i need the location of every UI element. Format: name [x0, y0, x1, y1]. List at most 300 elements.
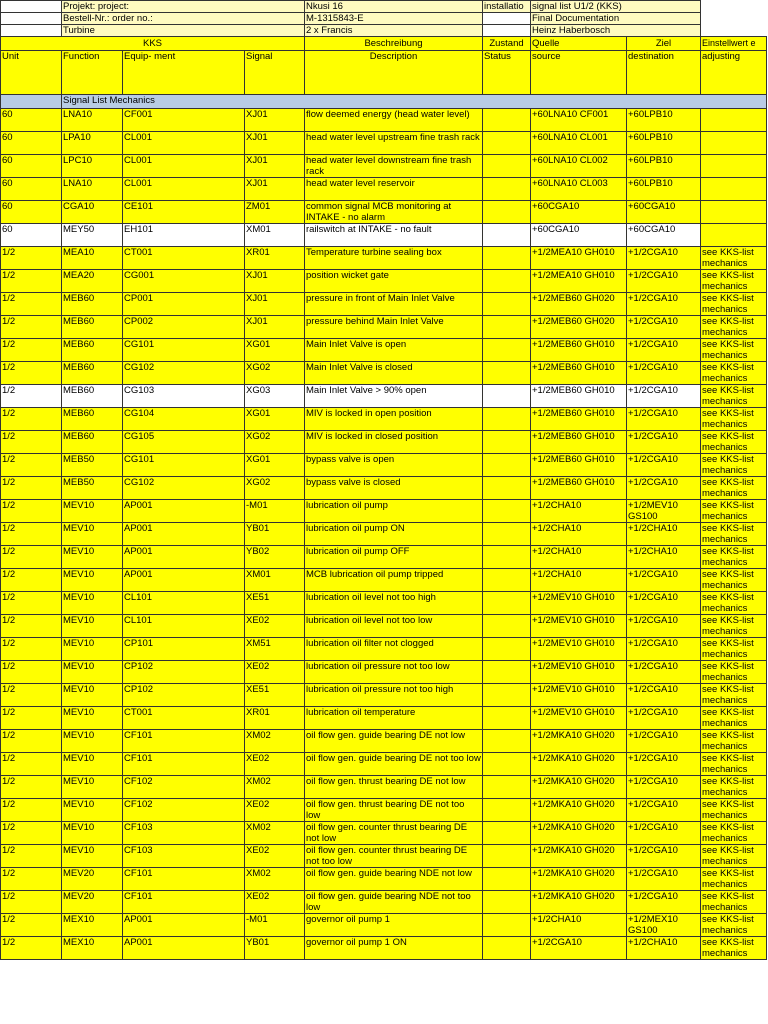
status-cell: [483, 431, 531, 454]
source-cell: +1/2MEV10 GH010: [531, 684, 627, 707]
adjusting-cell: see KKS-list mechanics: [701, 247, 767, 270]
adjusting-cell: see KKS-list mechanics: [701, 638, 767, 661]
equipment-cell: CF101: [123, 868, 245, 891]
status-cell: [483, 385, 531, 408]
description-cell: governor oil pump 1 ON: [305, 937, 483, 960]
equipment-cell: AP001: [123, 914, 245, 937]
signal-cell: XE02: [245, 845, 305, 868]
adjusting-header: adjusting: [701, 51, 767, 95]
function-cell: MEV10: [62, 684, 123, 707]
table-row: [1, 868, 767, 891]
description-cell: lubrication oil pump ON: [305, 523, 483, 546]
signal-cell: XJ01: [245, 293, 305, 316]
status-cell: [483, 707, 531, 730]
equipment-cell: CF103: [123, 822, 245, 845]
description-cell: lubrication oil pump OFF: [305, 546, 483, 569]
unit-cell: 60: [1, 178, 62, 201]
description-cell: MIV is locked in closed position: [305, 431, 483, 454]
signal-cell: XJ01: [245, 316, 305, 339]
signal-cell: ZM01: [245, 201, 305, 224]
description-cell: oil flow gen. guide bearing NDE not too low: [305, 891, 483, 914]
signal-cell: XE02: [245, 753, 305, 776]
status-cell: [483, 638, 531, 661]
install-value: signal list U1/2 (KKS): [531, 1, 701, 13]
description-cell: position wicket gate: [305, 270, 483, 293]
unit-cell: 1/2: [1, 500, 62, 523]
equipment-cell: CL101: [123, 615, 245, 638]
turbine-value: 2 x Francis: [305, 25, 483, 37]
unit-cell: 1/2: [1, 822, 62, 845]
source-cell: +1/2MKA10 GH020: [531, 776, 627, 799]
signal-cell: YB02: [245, 546, 305, 569]
function-cell: MEV10: [62, 707, 123, 730]
signal-cell: XJ01: [245, 155, 305, 178]
description-header: Description: [305, 51, 483, 95]
source-cell: +1/2MEB60 GH010: [531, 408, 627, 431]
adjusting-cell: see KKS-list mechanics: [701, 914, 767, 937]
description-cell: MIV is locked in open position: [305, 408, 483, 431]
equipment-cell: CT001: [123, 707, 245, 730]
equipment-cell: CG001: [123, 270, 245, 293]
destination-cell: +1/2CGA10: [627, 799, 701, 822]
destination-cell: +1/2CGA10: [627, 339, 701, 362]
equipment-cell: CG104: [123, 408, 245, 431]
description-cell: oil flow gen. guide bearing NDE not low: [305, 868, 483, 891]
description-cell: lubrication oil pressure not too high: [305, 684, 483, 707]
table-row: [1, 615, 767, 638]
destination-cell: +1/2CGA10: [627, 707, 701, 730]
equipment-cell: CG102: [123, 477, 245, 500]
signal-cell: XM02: [245, 868, 305, 891]
source-cell: +1/2MEB60 GH010: [531, 454, 627, 477]
destination-cell: +1/2CGA10: [627, 845, 701, 868]
destination-cell: +1/2MEX10 GS100: [627, 914, 701, 937]
destination-header: destination: [627, 51, 701, 95]
signal-cell: XJ01: [245, 270, 305, 293]
destination-cell: +1/2CGA10: [627, 477, 701, 500]
function-cell: LNA10: [62, 109, 123, 132]
status-cell: [483, 339, 531, 362]
equipment-cell: EH101: [123, 224, 245, 247]
equipment-cell: CG103: [123, 385, 245, 408]
source-cell: +1/2MEB60 GH010: [531, 362, 627, 385]
function-cell: MEB60: [62, 362, 123, 385]
order-row: [1, 13, 767, 25]
source-cell: +1/2MEA10 GH010: [531, 247, 627, 270]
function-cell: MEV10: [62, 500, 123, 523]
function-cell: MEA20: [62, 270, 123, 293]
status-cell: [483, 316, 531, 339]
equipment-cell: CF101: [123, 730, 245, 753]
signal-cell: XG02: [245, 477, 305, 500]
equipment-cell: CF001: [123, 109, 245, 132]
adjusting-cell: see KKS-list mechanics: [701, 270, 767, 293]
table-row: [1, 362, 767, 385]
destination-cell: +1/2CGA10: [627, 638, 701, 661]
unit-cell: 1/2: [1, 868, 62, 891]
einstell-header: Einstellwert e: [701, 37, 767, 51]
table-row: [1, 730, 767, 753]
destination-cell: +1/2CGA10: [627, 431, 701, 454]
destination-cell: +1/2CGA10: [627, 684, 701, 707]
description-cell: oil flow gen. thrust bearing DE not too low: [305, 799, 483, 822]
adjusting-cell: see KKS-list mechanics: [701, 500, 767, 523]
status-cell: [483, 914, 531, 937]
table-row: [1, 937, 767, 960]
destination-cell: +1/2CGA10: [627, 569, 701, 592]
table-row: [1, 454, 767, 477]
table-row: [1, 477, 767, 500]
unit-cell: 1/2: [1, 569, 62, 592]
adjusting-cell: see KKS-list mechanics: [701, 385, 767, 408]
adjusting-cell: see KKS-list mechanics: [701, 891, 767, 914]
function-cell: MEB50: [62, 477, 123, 500]
table-row: [1, 707, 767, 730]
signal-cell: XJ01: [245, 132, 305, 155]
adjusting-cell: see KKS-list mechanics: [701, 316, 767, 339]
beschreibung-header: Beschreibung: [305, 37, 483, 51]
function-cell: MEB60: [62, 431, 123, 454]
adjusting-cell: [701, 178, 767, 201]
status-cell: [483, 661, 531, 684]
quelle-header: Quelle: [531, 37, 627, 51]
adjusting-cell: see KKS-list mechanics: [701, 339, 767, 362]
signal-cell: XM01: [245, 224, 305, 247]
status-cell: [483, 937, 531, 960]
source-cell: +1/2MKA10 GH020: [531, 891, 627, 914]
signal-cell: XG02: [245, 431, 305, 454]
source-cell: +1/2MKA10 GH020: [531, 868, 627, 891]
source-cell: +1/2MKA10 GH020: [531, 730, 627, 753]
source-cell: +1/2MKA10 GH020: [531, 799, 627, 822]
source-cell: +1/2MEA10 GH010: [531, 270, 627, 293]
signal-cell: XR01: [245, 247, 305, 270]
status-cell: [483, 799, 531, 822]
function-cell: MEB60: [62, 408, 123, 431]
description-cell: pressure in front of Main Inlet Valve: [305, 293, 483, 316]
project-value: Nkusi 16: [305, 1, 483, 13]
table-row: [1, 385, 767, 408]
adjusting-cell: see KKS-list mechanics: [701, 845, 767, 868]
signal-cell: XM02: [245, 822, 305, 845]
signal-cell: XE02: [245, 799, 305, 822]
equipment-cell: CP102: [123, 661, 245, 684]
adjusting-cell: see KKS-list mechanics: [701, 477, 767, 500]
destination-cell: +1/2CGA10: [627, 822, 701, 845]
source-cell: +1/2MKA10 GH020: [531, 845, 627, 868]
description-cell: lubrication oil temperature: [305, 707, 483, 730]
function-cell: MEB50: [62, 454, 123, 477]
destination-cell: +1/2CGA10: [627, 592, 701, 615]
destination-cell: +1/2CGA10: [627, 661, 701, 684]
function-cell: MEV10: [62, 753, 123, 776]
destination-cell: +60CGA10: [627, 201, 701, 224]
adjusting-cell: [701, 201, 767, 224]
zustand-header: Zustand: [483, 37, 531, 51]
adjusting-cell: [701, 109, 767, 132]
kks-header: KKS: [1, 37, 305, 51]
destination-cell: +1/2CGA10: [627, 316, 701, 339]
function-cell: MEV10: [62, 661, 123, 684]
unit-cell: 1/2: [1, 270, 62, 293]
description-cell: common signal MCB monitoring at INTAKE - no alarm: [305, 201, 483, 224]
table-row: [1, 431, 767, 454]
unit-cell: 1/2: [1, 799, 62, 822]
description-cell: lubrication oil level not too high: [305, 592, 483, 615]
function-cell: CGA10: [62, 201, 123, 224]
source-cell: +1/2CHA10: [531, 569, 627, 592]
equipment-cell: AP001: [123, 500, 245, 523]
function-cell: MEV10: [62, 615, 123, 638]
section-title: Signal List Mechanics: [62, 95, 767, 109]
destination-cell: +60LPB10: [627, 132, 701, 155]
unit-cell: 1/2: [1, 845, 62, 868]
adjusting-cell: see KKS-list mechanics: [701, 822, 767, 845]
table-row: [1, 776, 767, 799]
project-label: Projekt: project:: [62, 1, 305, 13]
adjusting-cell: see KKS-list mechanics: [701, 799, 767, 822]
status-cell: [483, 477, 531, 500]
status-cell: [483, 615, 531, 638]
status-cell: [483, 408, 531, 431]
table-row: [1, 500, 767, 523]
description-cell: lubrication oil pump: [305, 500, 483, 523]
unit-cell: 1/2: [1, 684, 62, 707]
description-cell: railswitch at INTAKE - no fault: [305, 224, 483, 247]
status-cell: [483, 132, 531, 155]
source-cell: +1/2MEB60 GH010: [531, 477, 627, 500]
signal-cell: YB01: [245, 937, 305, 960]
signal-header: Signal: [245, 51, 305, 95]
equipment-cell: CL001: [123, 155, 245, 178]
table-row: [1, 822, 767, 845]
table-row: [1, 753, 767, 776]
adjusting-cell: see KKS-list mechanics: [701, 592, 767, 615]
adjusting-cell: see KKS-list mechanics: [701, 615, 767, 638]
column-group-header: [1, 37, 767, 51]
function-cell: MEV10: [62, 592, 123, 615]
function-header: Function: [62, 51, 123, 95]
equipment-cell: AP001: [123, 937, 245, 960]
unit-cell: 1/2: [1, 523, 62, 546]
table-row: [1, 891, 767, 914]
column-header: [1, 51, 767, 95]
adjusting-cell: see KKS-list mechanics: [701, 523, 767, 546]
table-row: [1, 132, 767, 155]
equipment-cell: CP002: [123, 316, 245, 339]
description-cell: oil flow gen. counter thrust bearing DE not low: [305, 822, 483, 845]
description-cell: lubrication oil filter not clogged: [305, 638, 483, 661]
status-cell: [483, 500, 531, 523]
source-cell: +1/2MEV10 GH010: [531, 661, 627, 684]
destination-cell: +60LPB10: [627, 155, 701, 178]
adjusting-cell: see KKS-list mechanics: [701, 730, 767, 753]
adjusting-cell: see KKS-list mechanics: [701, 661, 767, 684]
destination-cell: +1/2CHA10: [627, 523, 701, 546]
table-row: [1, 316, 767, 339]
adjusting-cell: see KKS-list mechanics: [701, 776, 767, 799]
unit-cell: 60: [1, 224, 62, 247]
signal-cell: -M01: [245, 500, 305, 523]
signal-cell: XG01: [245, 339, 305, 362]
unit-cell: 1/2: [1, 753, 62, 776]
function-cell: MEV10: [62, 523, 123, 546]
function-cell: MEB60: [62, 316, 123, 339]
status-cell: [483, 155, 531, 178]
unit-cell: 1/2: [1, 914, 62, 937]
table-row: [1, 569, 767, 592]
adjusting-cell: see KKS-list mechanics: [701, 937, 767, 960]
source-cell: +1/2MKA10 GH020: [531, 753, 627, 776]
unit-cell: 1/2: [1, 477, 62, 500]
turbine-label: Turbine: [62, 25, 305, 37]
signal-cell: XM02: [245, 730, 305, 753]
equipment-cell: CL101: [123, 592, 245, 615]
equipment-cell: CF103: [123, 845, 245, 868]
table-row: [1, 201, 767, 224]
function-cell: MEV10: [62, 730, 123, 753]
table-row: [1, 592, 767, 615]
status-cell: [483, 247, 531, 270]
adjusting-cell: see KKS-list mechanics: [701, 569, 767, 592]
adjusting-cell: [701, 132, 767, 155]
source-header: source: [531, 51, 627, 95]
adjusting-cell: see KKS-list mechanics: [701, 753, 767, 776]
equipment-cell: AP001: [123, 523, 245, 546]
description-cell: head water level reservoir: [305, 178, 483, 201]
status-cell: [483, 362, 531, 385]
signal-cell: XE51: [245, 592, 305, 615]
equipment-cell: CL001: [123, 178, 245, 201]
signal-cell: XJ01: [245, 178, 305, 201]
equipment-cell: CF102: [123, 776, 245, 799]
signal-cell: -M01: [245, 914, 305, 937]
signal-cell: XM51: [245, 638, 305, 661]
equipment-cell: AP001: [123, 569, 245, 592]
equipment-cell: CG101: [123, 339, 245, 362]
unit-cell: 60: [1, 132, 62, 155]
table-row: [1, 661, 767, 684]
table-body: [1, 1, 767, 960]
source-cell: +1/2MEB60 GH010: [531, 339, 627, 362]
unit-cell: 1/2: [1, 408, 62, 431]
unit-cell: 1/2: [1, 592, 62, 615]
unit-header: Unit: [1, 51, 62, 95]
source-cell: +60LNA10 CL003: [531, 178, 627, 201]
function-cell: MEV10: [62, 638, 123, 661]
unit-cell: 1/2: [1, 891, 62, 914]
status-cell: [483, 224, 531, 247]
source-cell: +1/2MEV10 GH010: [531, 592, 627, 615]
signal-cell: XE02: [245, 891, 305, 914]
unit-cell: 60: [1, 155, 62, 178]
signal-cell: XM02: [245, 776, 305, 799]
function-cell: MEV10: [62, 569, 123, 592]
table-row: [1, 155, 767, 178]
equipment-cell: CP001: [123, 293, 245, 316]
function-cell: MEB60: [62, 385, 123, 408]
source-cell: +1/2CGA10: [531, 937, 627, 960]
destination-cell: +1/2CGA10: [627, 293, 701, 316]
unit-cell: 60: [1, 109, 62, 132]
equipment-cell: CT001: [123, 247, 245, 270]
description-cell: pressure behind Main Inlet Valve: [305, 316, 483, 339]
table-row: [1, 546, 767, 569]
source-cell: +1/2MEB60 GH010: [531, 431, 627, 454]
table-row: [1, 339, 767, 362]
table-row: [1, 224, 767, 247]
source-cell: +60CGA10: [531, 201, 627, 224]
source-cell: +60CGA10: [531, 224, 627, 247]
table-row: [1, 247, 767, 270]
description-cell: head water level upstream fine trash rack: [305, 132, 483, 155]
adjusting-cell: see KKS-list mechanics: [701, 868, 767, 891]
table-row: [1, 845, 767, 868]
description-cell: oil flow gen. guide bearing DE not too low: [305, 753, 483, 776]
description-cell: MCB lubrication oil pump tripped: [305, 569, 483, 592]
destination-cell: +1/2CHA10: [627, 937, 701, 960]
destination-cell: +1/2MEV10 GS100: [627, 500, 701, 523]
destination-cell: +1/2CGA10: [627, 454, 701, 477]
unit-cell: 1/2: [1, 937, 62, 960]
unit-cell: 1/2: [1, 707, 62, 730]
destination-cell: +1/2CGA10: [627, 776, 701, 799]
destination-cell: +1/2CGA10: [627, 385, 701, 408]
destination-cell: +60LPB10: [627, 178, 701, 201]
signal-cell: XG02: [245, 362, 305, 385]
equipment-cell: CL001: [123, 132, 245, 155]
function-cell: MEB60: [62, 339, 123, 362]
description-cell: bypass valve is open: [305, 454, 483, 477]
description-cell: lubrication oil level not too low: [305, 615, 483, 638]
description-cell: head water level downstream fine trash rack: [305, 155, 483, 178]
order-label: Bestell-Nr.: order no.:: [62, 13, 305, 25]
signal-cell: XE51: [245, 684, 305, 707]
destination-cell: +60LPB10: [627, 109, 701, 132]
function-cell: MEA10: [62, 247, 123, 270]
unit-cell: 1/2: [1, 730, 62, 753]
function-cell: MEB60: [62, 293, 123, 316]
description-cell: oil flow gen. thrust bearing DE not low: [305, 776, 483, 799]
author-value: Heinz Haberbosch: [531, 25, 701, 37]
adjusting-cell: [701, 155, 767, 178]
source-cell: +1/2CHA10: [531, 914, 627, 937]
order-value: M-1315843-E: [305, 13, 483, 25]
equipment-cell: CP101: [123, 638, 245, 661]
description-cell: flow deemed energy (head water level): [305, 109, 483, 132]
equipment-cell: CG101: [123, 454, 245, 477]
source-cell: +60LNA10 CL002: [531, 155, 627, 178]
source-cell: +1/2CHA10: [531, 523, 627, 546]
table-row: [1, 799, 767, 822]
signal-cell: XR01: [245, 707, 305, 730]
description-cell: governor oil pump 1: [305, 914, 483, 937]
unit-cell: 1/2: [1, 385, 62, 408]
status-cell: [483, 592, 531, 615]
description-cell: oil flow gen. guide bearing DE not low: [305, 730, 483, 753]
unit-cell: 1/2: [1, 661, 62, 684]
function-cell: MEV10: [62, 822, 123, 845]
status-header: Status: [483, 51, 531, 95]
source-cell: +1/2MEV10 GH010: [531, 615, 627, 638]
signal-cell: YB01: [245, 523, 305, 546]
signal-cell: XE02: [245, 615, 305, 638]
equipment-cell: CE101: [123, 201, 245, 224]
unit-cell: 1/2: [1, 362, 62, 385]
status-cell: [483, 868, 531, 891]
status-cell: [483, 454, 531, 477]
table-row: [1, 178, 767, 201]
